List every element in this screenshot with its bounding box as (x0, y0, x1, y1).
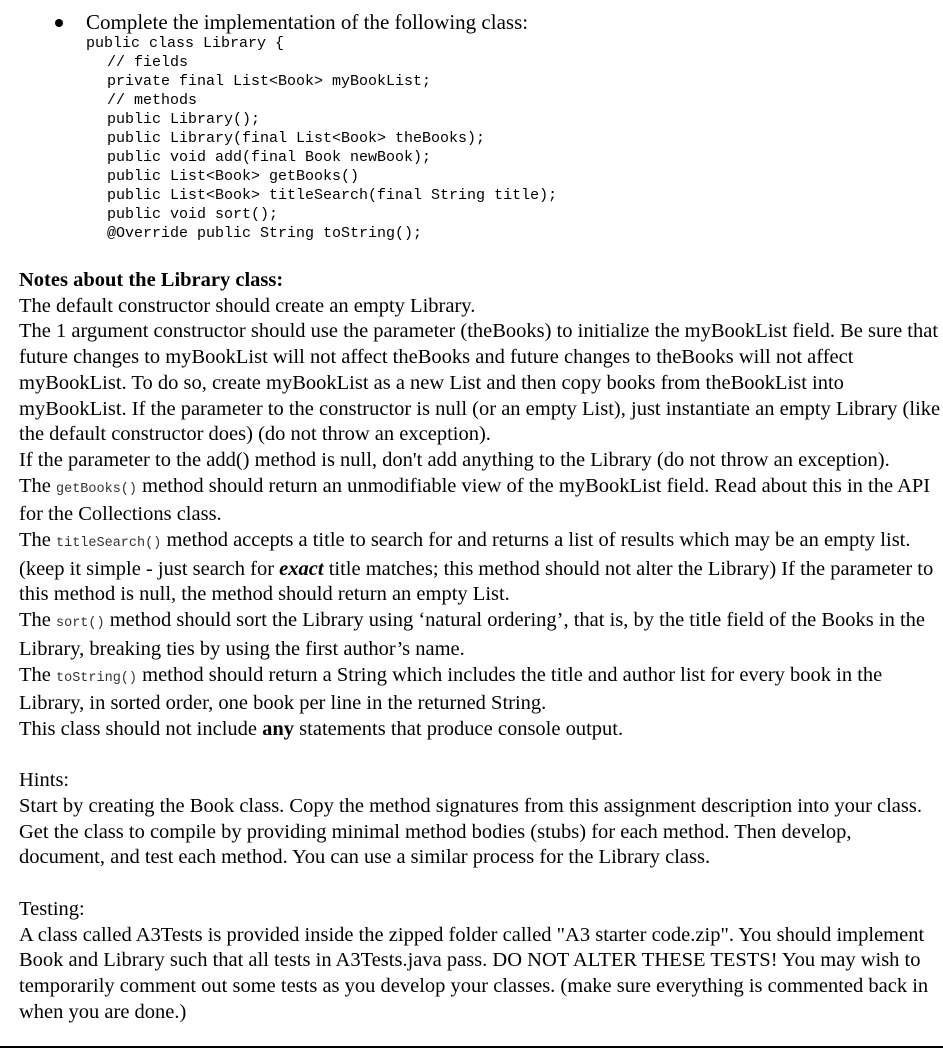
code-line: public class Library { (86, 35, 285, 52)
code-line: public List<Book> getBooks() (107, 168, 360, 185)
bullet-intro: Complete the implementation of the following class: (86, 10, 529, 34)
code-line: private final List<Book> myBookList; (107, 73, 432, 90)
code-line: public void sort(); (107, 206, 279, 223)
sort-code: sort() (56, 616, 105, 632)
testing-text: A class called A3Tests is provided inside the zipped folder called "A3 starter code.zip". You should implement Book and Library such that all tests in A3Tests.java pass. DO NOT ALTER THESE TESTS! You may wish to temporarily comment out some tests as you develop your classes. (make sure everything is commented back in when you are done.) (19, 923, 929, 1023)
bottom-divider (0, 1046, 943, 1048)
notes-section (19, 268, 941, 1025)
testing-heading: Testing: (19, 897, 85, 920)
tostring-note: The toString() method should return a String which includes the title and author list for every book in the Library, in sorted order, one book per line in the returned String. (19, 663, 883, 715)
titlesearch-note: The titleSearch() method accepts a title to search for and returns a list of results which may be an empty list. (keep it simple - just search for exact title matches; this method should not alter the Library) If the parameter to this method is null, the method should return an empty List. (19, 529, 934, 606)
code-line: public Library(final List<Book> theBooks); (107, 130, 486, 147)
add-method-note: If the parameter to the add() method is null, don't add anything to the Library (do not throw an exception). (19, 448, 890, 471)
titlesearch-code: titleSearch() (56, 536, 162, 552)
tostring-code: toString() (56, 670, 138, 686)
default-constructor-note: The default constructor should create an empty Library. (19, 294, 476, 317)
bullet-dot (55, 19, 63, 27)
code-line: public List<Book> titleSearch(final String title); (107, 187, 558, 204)
one-arg-constructor-note: The 1 argument constructor should use the parameter (theBooks) to initialize the myBookList field. Be sure that future changes to myBookList will not affect theBooks and future changes to theBooks will not affect myBookList. To do so, create myBookList as a new List and then copy books from theBookList into myBookList. If the parameter to the constructor is null (or an empty List), just instantiate an empty Library (like the default constructor does) (do not throw an exception). (19, 320, 941, 446)
getbooks-code: getBooks() (56, 481, 138, 497)
code-line: @Override public String toString(); (107, 225, 423, 242)
code-line: // methods (107, 92, 198, 109)
hints-heading: Hints: (19, 769, 70, 792)
sort-note: The sort() method should sort the Library using ‘natural ordering’, that is, by the title field of the Books in the Library, breaking ties by using the first author’s name. (19, 609, 926, 660)
hints-text: Start by creating the Book class. Copy the method signatures from this assignment description into your class. Get the class to compile by providing minimal method bodies (stubs) for each method. Then develop, document, and test each method. You can use a similar process for the Library class. (19, 795, 922, 869)
code-line: public Library(); (107, 111, 261, 128)
code-line: public void add(final Book newBook); (107, 149, 432, 166)
code-line: // fields (107, 54, 189, 71)
console-output-note: This class should not include any statements that produce console output. (19, 717, 624, 740)
notes-heading: Notes about the Library class: (19, 269, 284, 291)
getbooks-note: The getBooks() method should return an unmodifiable view of the myBookList field. Read about this in the API for the Collections class. (19, 474, 931, 526)
